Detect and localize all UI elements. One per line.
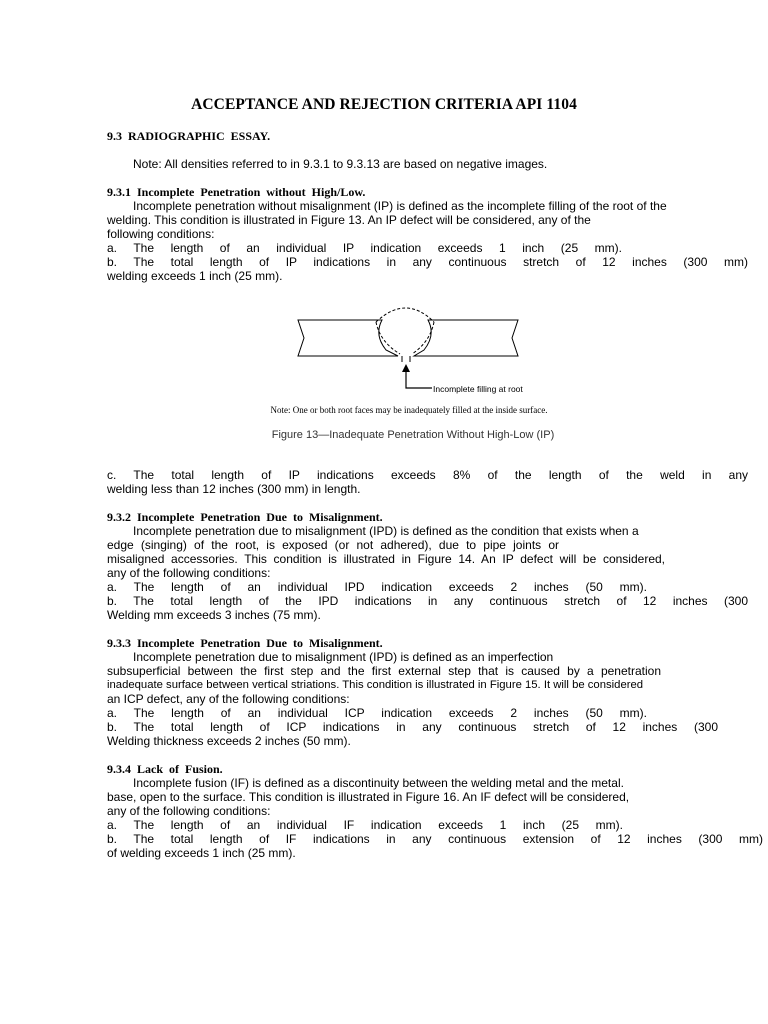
paragraph-line: welding exceeds 1 inch (25 mm). (107, 269, 283, 283)
list-item-b: b. The total length of ICP indications in any continuous stretch of 12 inches (300 (107, 720, 718, 734)
list-item-a: a. The length of an individual IF indication exceeds 1 inch (25 mm). (107, 818, 623, 832)
paragraph-line: Welding mm exceeds 3 inches (75 mm). (107, 608, 321, 622)
figure-caption: Figure 13—Inadequate Penetration Without High-Low (IP) (271, 429, 555, 441)
paragraph-line: Welding thickness exceeds 2 inches (50 mm). (107, 734, 351, 748)
paragraph-line: any of the following conditions: (107, 804, 271, 818)
page-title: ACCEPTANCE AND REJECTION CRITERIA API 1104 (191, 96, 577, 113)
paragraph-line: edge (singing) of the root, is exposed (or not adhered), due to pipe joints or (107, 538, 559, 552)
section-heading-9-3-1: 9.3.1 Incomplete Penetration without High/Low. (107, 185, 366, 199)
figure-callout-label: Incomplete filling at root (433, 384, 523, 394)
paragraph-line: Incomplete penetration without misalignment (IP) is defined as the incomplete filling of the root of the (133, 199, 667, 213)
list-item-b: b. The total length of the IPD indications in any continuous stretch of 12 inches (300 (107, 594, 748, 608)
paragraph-line: subsuperficial between the first step and the first external step that is caused by a penetration (107, 664, 661, 678)
section-heading-9-3-3: 9.3.3 Incomplete Penetration Due to Misalignment. (107, 636, 383, 650)
list-item-a: a. The length of an individual IP indication exceeds 1 inch (25 mm). (107, 241, 622, 255)
paragraph-line: an ICP defect, any of the following conditions: (107, 692, 350, 706)
paragraph-line: following conditions: (107, 227, 215, 241)
paragraph-line: base, open to the surface. This condition is illustrated in Figure 16. An IF defect will be considered, (107, 790, 630, 804)
paragraph-line: any of the following conditions: (107, 566, 271, 580)
list-item-a: a. The length of an individual ICP indication exceeds 2 inches (50 mm). (107, 706, 647, 720)
list-item-b: b. The total length of IF indications in any continuous extension of 12 inches (300 mm) (107, 832, 763, 846)
figure-note: Note: One or both root faces may be inadequately filled at the inside surface. (270, 405, 548, 415)
section-heading-9-3: 9.3 RADIOGRAPHIC ESSAY. (107, 129, 271, 143)
paragraph-line: of welding exceeds 1 inch (25 mm). (107, 846, 296, 860)
list-item-c: c. The total length of IP indications exceeds 8% of the length of the weld in any (107, 468, 748, 482)
section-note: Note: All densities referred to in 9.3.1 to 9.3.13 are based on negative images. (133, 157, 548, 171)
paragraph-line: Incomplete penetration due to misalignment (IPD) is defined as an imperfection (133, 650, 554, 664)
paragraph-line: welding. This condition is illustrated in Figure 13. An IP defect will be considered, any of the (107, 213, 591, 227)
list-item-a: a. The length of an individual IPD indication exceeds 2 inches (50 mm). (107, 580, 647, 594)
paragraph-line: misaligned accessories. This condition is illustrated in Figure 14. An IP defect will be considered, (107, 552, 665, 566)
paragraph-line: welding less than 12 inches (300 mm) in length. (107, 482, 361, 496)
paragraph-line: Incomplete fusion (IF) is defined as a discontinuity between the welding metal and the metal. (133, 776, 624, 790)
section-heading-9-3-4: 9.3.4 Lack of Fusion. (107, 762, 223, 776)
section-heading-9-3-2: 9.3.2 Incomplete Penetration Due to Misalignment. (107, 510, 383, 524)
paragraph-line: Incomplete penetration due to misalignment (IPD) is defined as the condition that exists when a (133, 524, 639, 538)
paragraph-line: inadequate surface between vertical striations. This condition is illustrated in Figure 15. It will be considered (107, 679, 644, 691)
list-item-b: b. The total length of IP indications in any continuous stretch of 12 inches (300 mm) (107, 255, 748, 269)
